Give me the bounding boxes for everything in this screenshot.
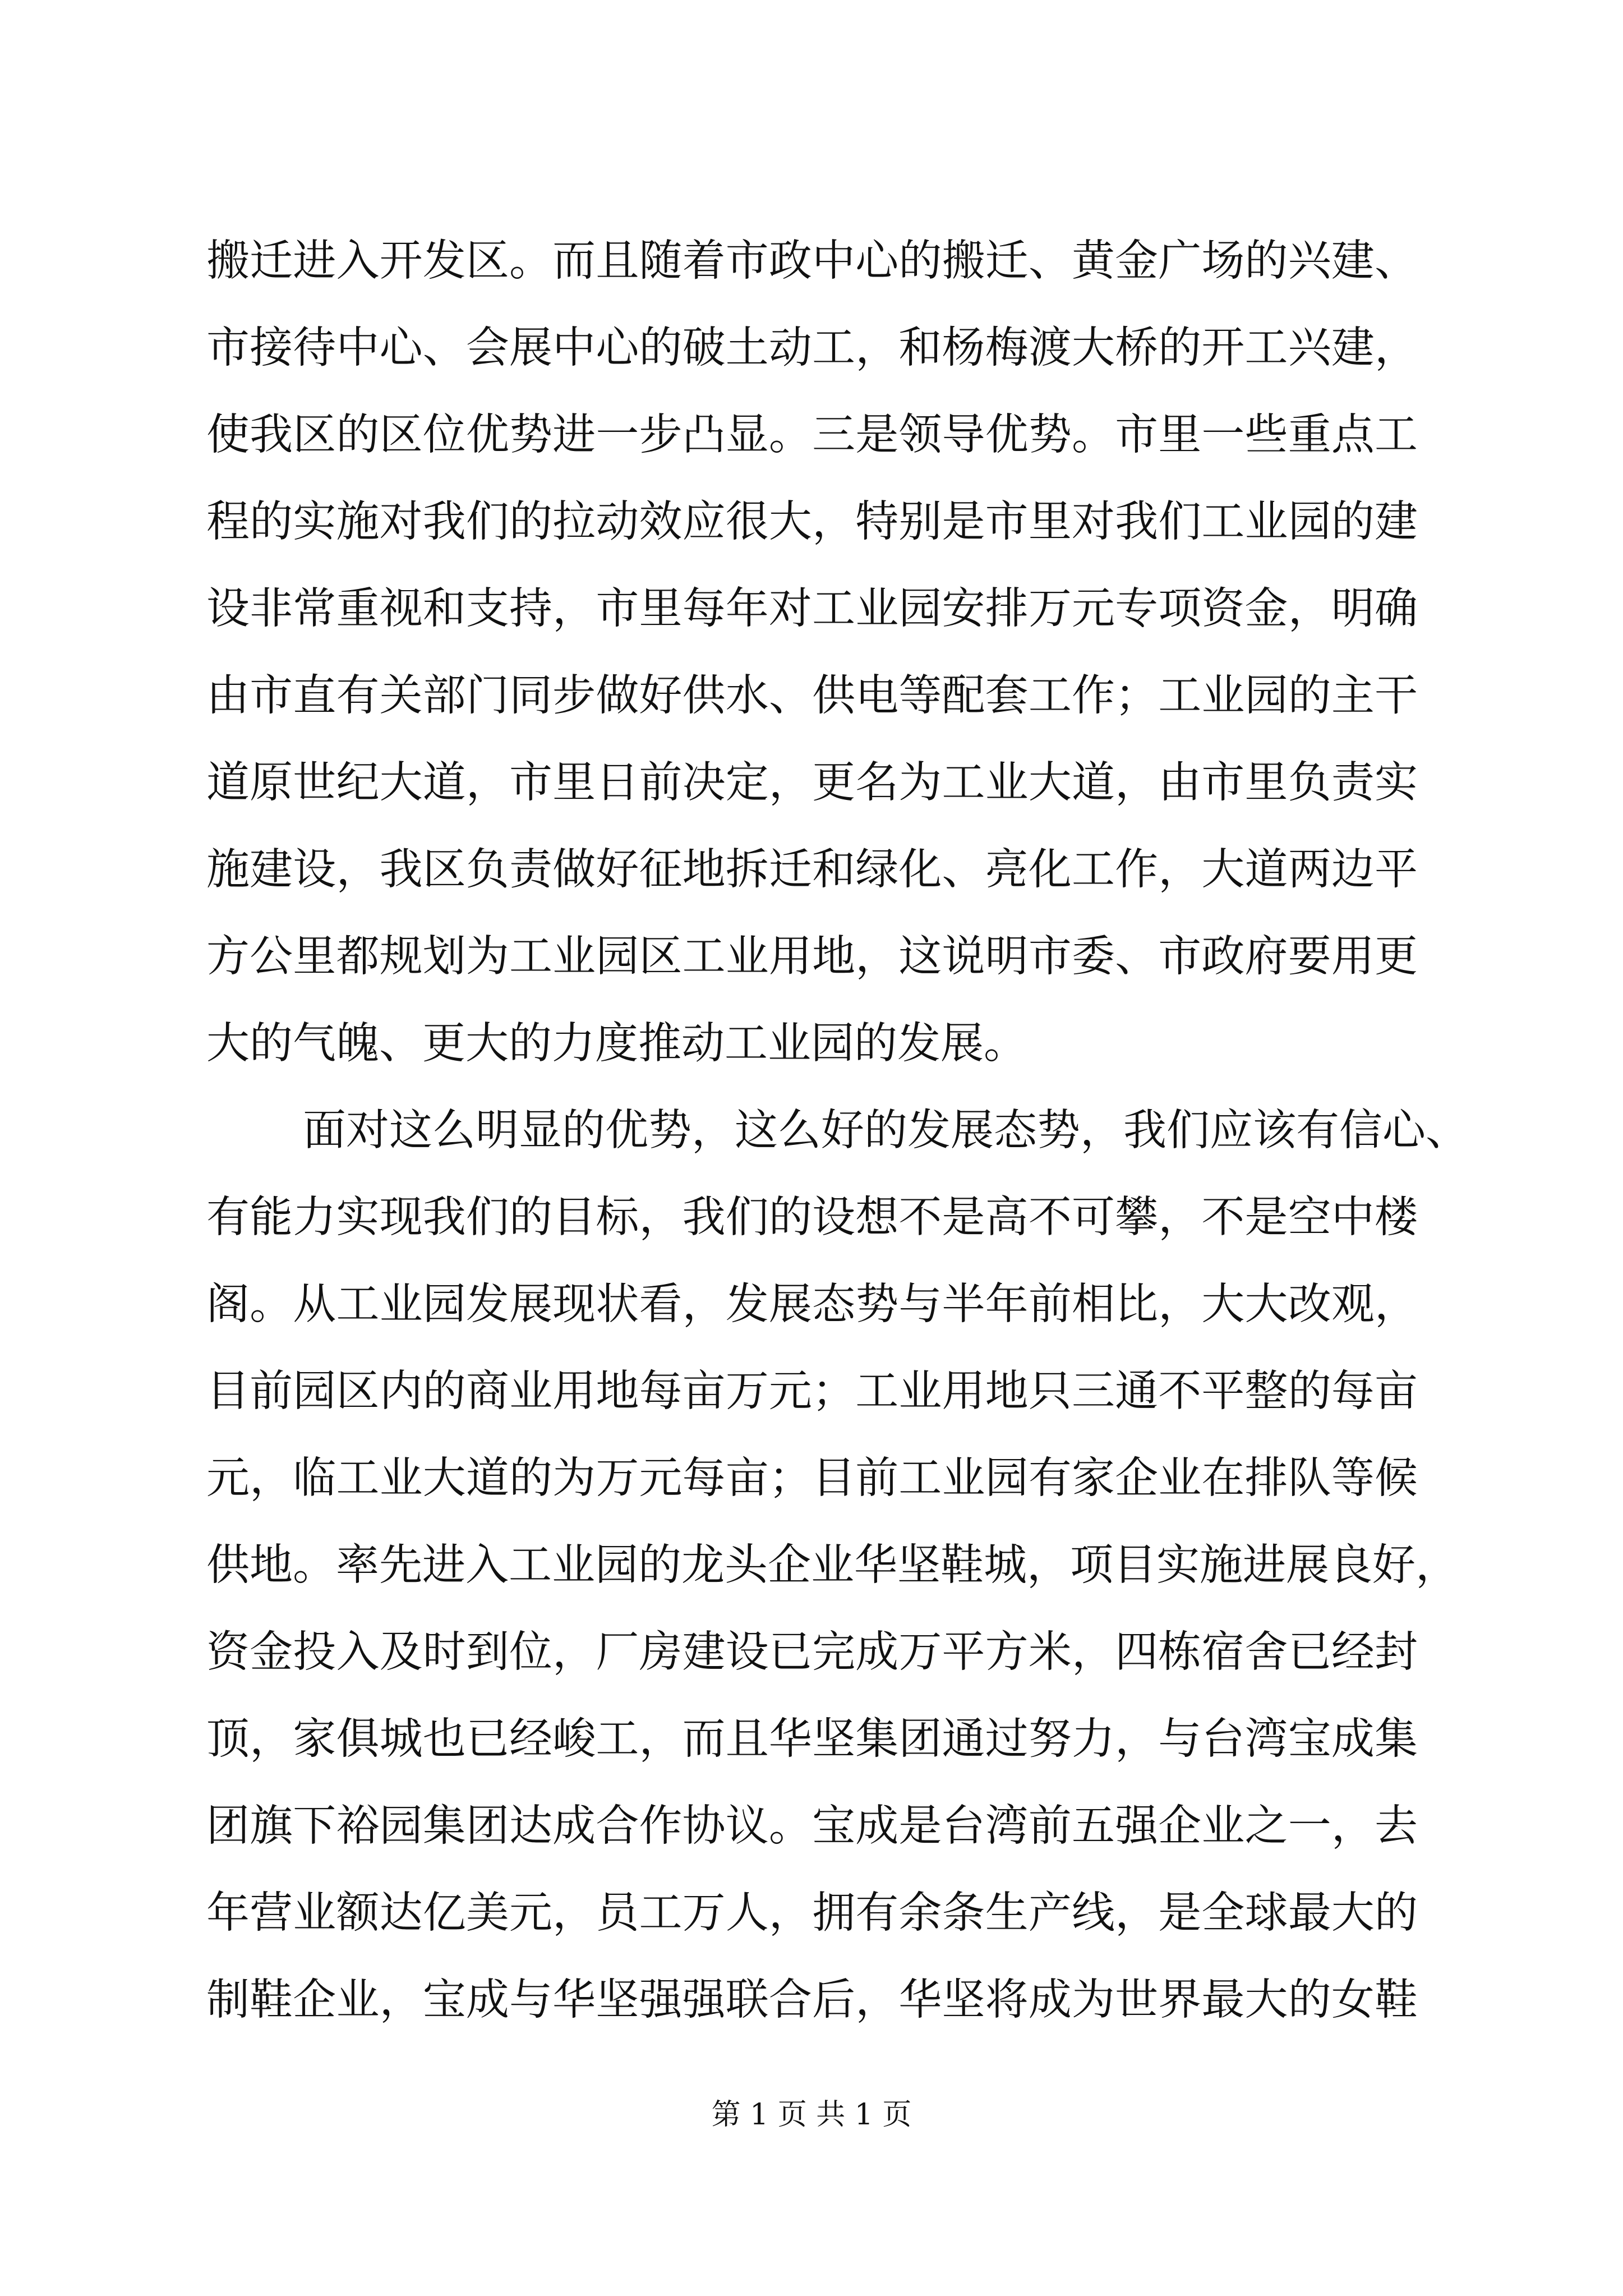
text-line: 有能力实现我们的目标，我们的设想不是高不可攀，不是空中楼	[206, 1193, 1418, 1243]
text-line: 道原世纪大道，市里日前决定，更名为工业大道，由市里负责实	[206, 758, 1418, 808]
text-line: 制鞋企业，宝成与华坚强强联合后，华坚将成为世界最大的女鞋	[206, 1975, 1418, 2025]
text-line: 市接待中心、会展中心的破土动工，和杨梅渡大桥的开工兴建，	[206, 323, 1418, 373]
text-line: 团旗下裕园集团达成合作协议。宝成是台湾前五强企业之一，去	[206, 1801, 1418, 1851]
page-footer	[0, 2098, 1623, 2132]
text-line: 程的实施对我们的拉动效应很大，特别是市里对我们工业园的建	[206, 497, 1418, 547]
text-line: 由市直有关部门同步做好供水、供电等配套工作；工业园的主干	[206, 671, 1418, 721]
text-line: 设非常重视和支持，市里每年对工业园安排万元专项资金，明确	[206, 584, 1418, 634]
text-line: 阁。从工业园发展现状看，发展态势与半年前相比，大大改观，	[206, 1280, 1418, 1329]
text-line: 施建设，我区负责做好征地拆迁和绿化、亮化工作，大道两边平	[206, 845, 1418, 895]
text-line: 顶，家俱城也已经峻工，而且华坚集团通过努力，与台湾宝成集	[206, 1714, 1418, 1764]
text-line: 元，临工业大道的为万元每亩；目前工业园有家企业在排队等候	[206, 1453, 1418, 1503]
text-line: 面对这么明显的优势，这么好的发展态势，我们应该有信心、	[303, 1106, 1469, 1156]
page-number: 第 1 页 共 1 页	[711, 2098, 912, 2132]
text-line: 搬迁进入开发区。而且随着市政中心的搬迁、黄金广场的兴建、	[206, 236, 1418, 286]
text-line: 资金投入及时到位，厂房建设已完成万平方米，四栋宿舍已经封	[206, 1627, 1418, 1677]
text-line: 年营业额达亿美元，员工万人，拥有余条生产线，是全球最大的	[206, 1888, 1418, 1938]
text-line: 大的气魄、更大的力度推动工业园的发展。	[206, 1019, 1027, 1069]
document-body	[206, 218, 1469, 2044]
text-line: 目前园区内的商业用地每亩万元；工业用地只三通不平整的每亩	[206, 1366, 1418, 1416]
text-line: 使我区的区位优势进一步凸显。三是领导优势。市里一些重点工	[206, 410, 1418, 460]
text-line: 供地。率先进入工业园的龙头企业华坚鞋城，项目实施进展良好，	[206, 1540, 1459, 1590]
text-line: 方公里都规划为工业园区工业用地，这说明市委、市政府要用更	[206, 932, 1418, 982]
